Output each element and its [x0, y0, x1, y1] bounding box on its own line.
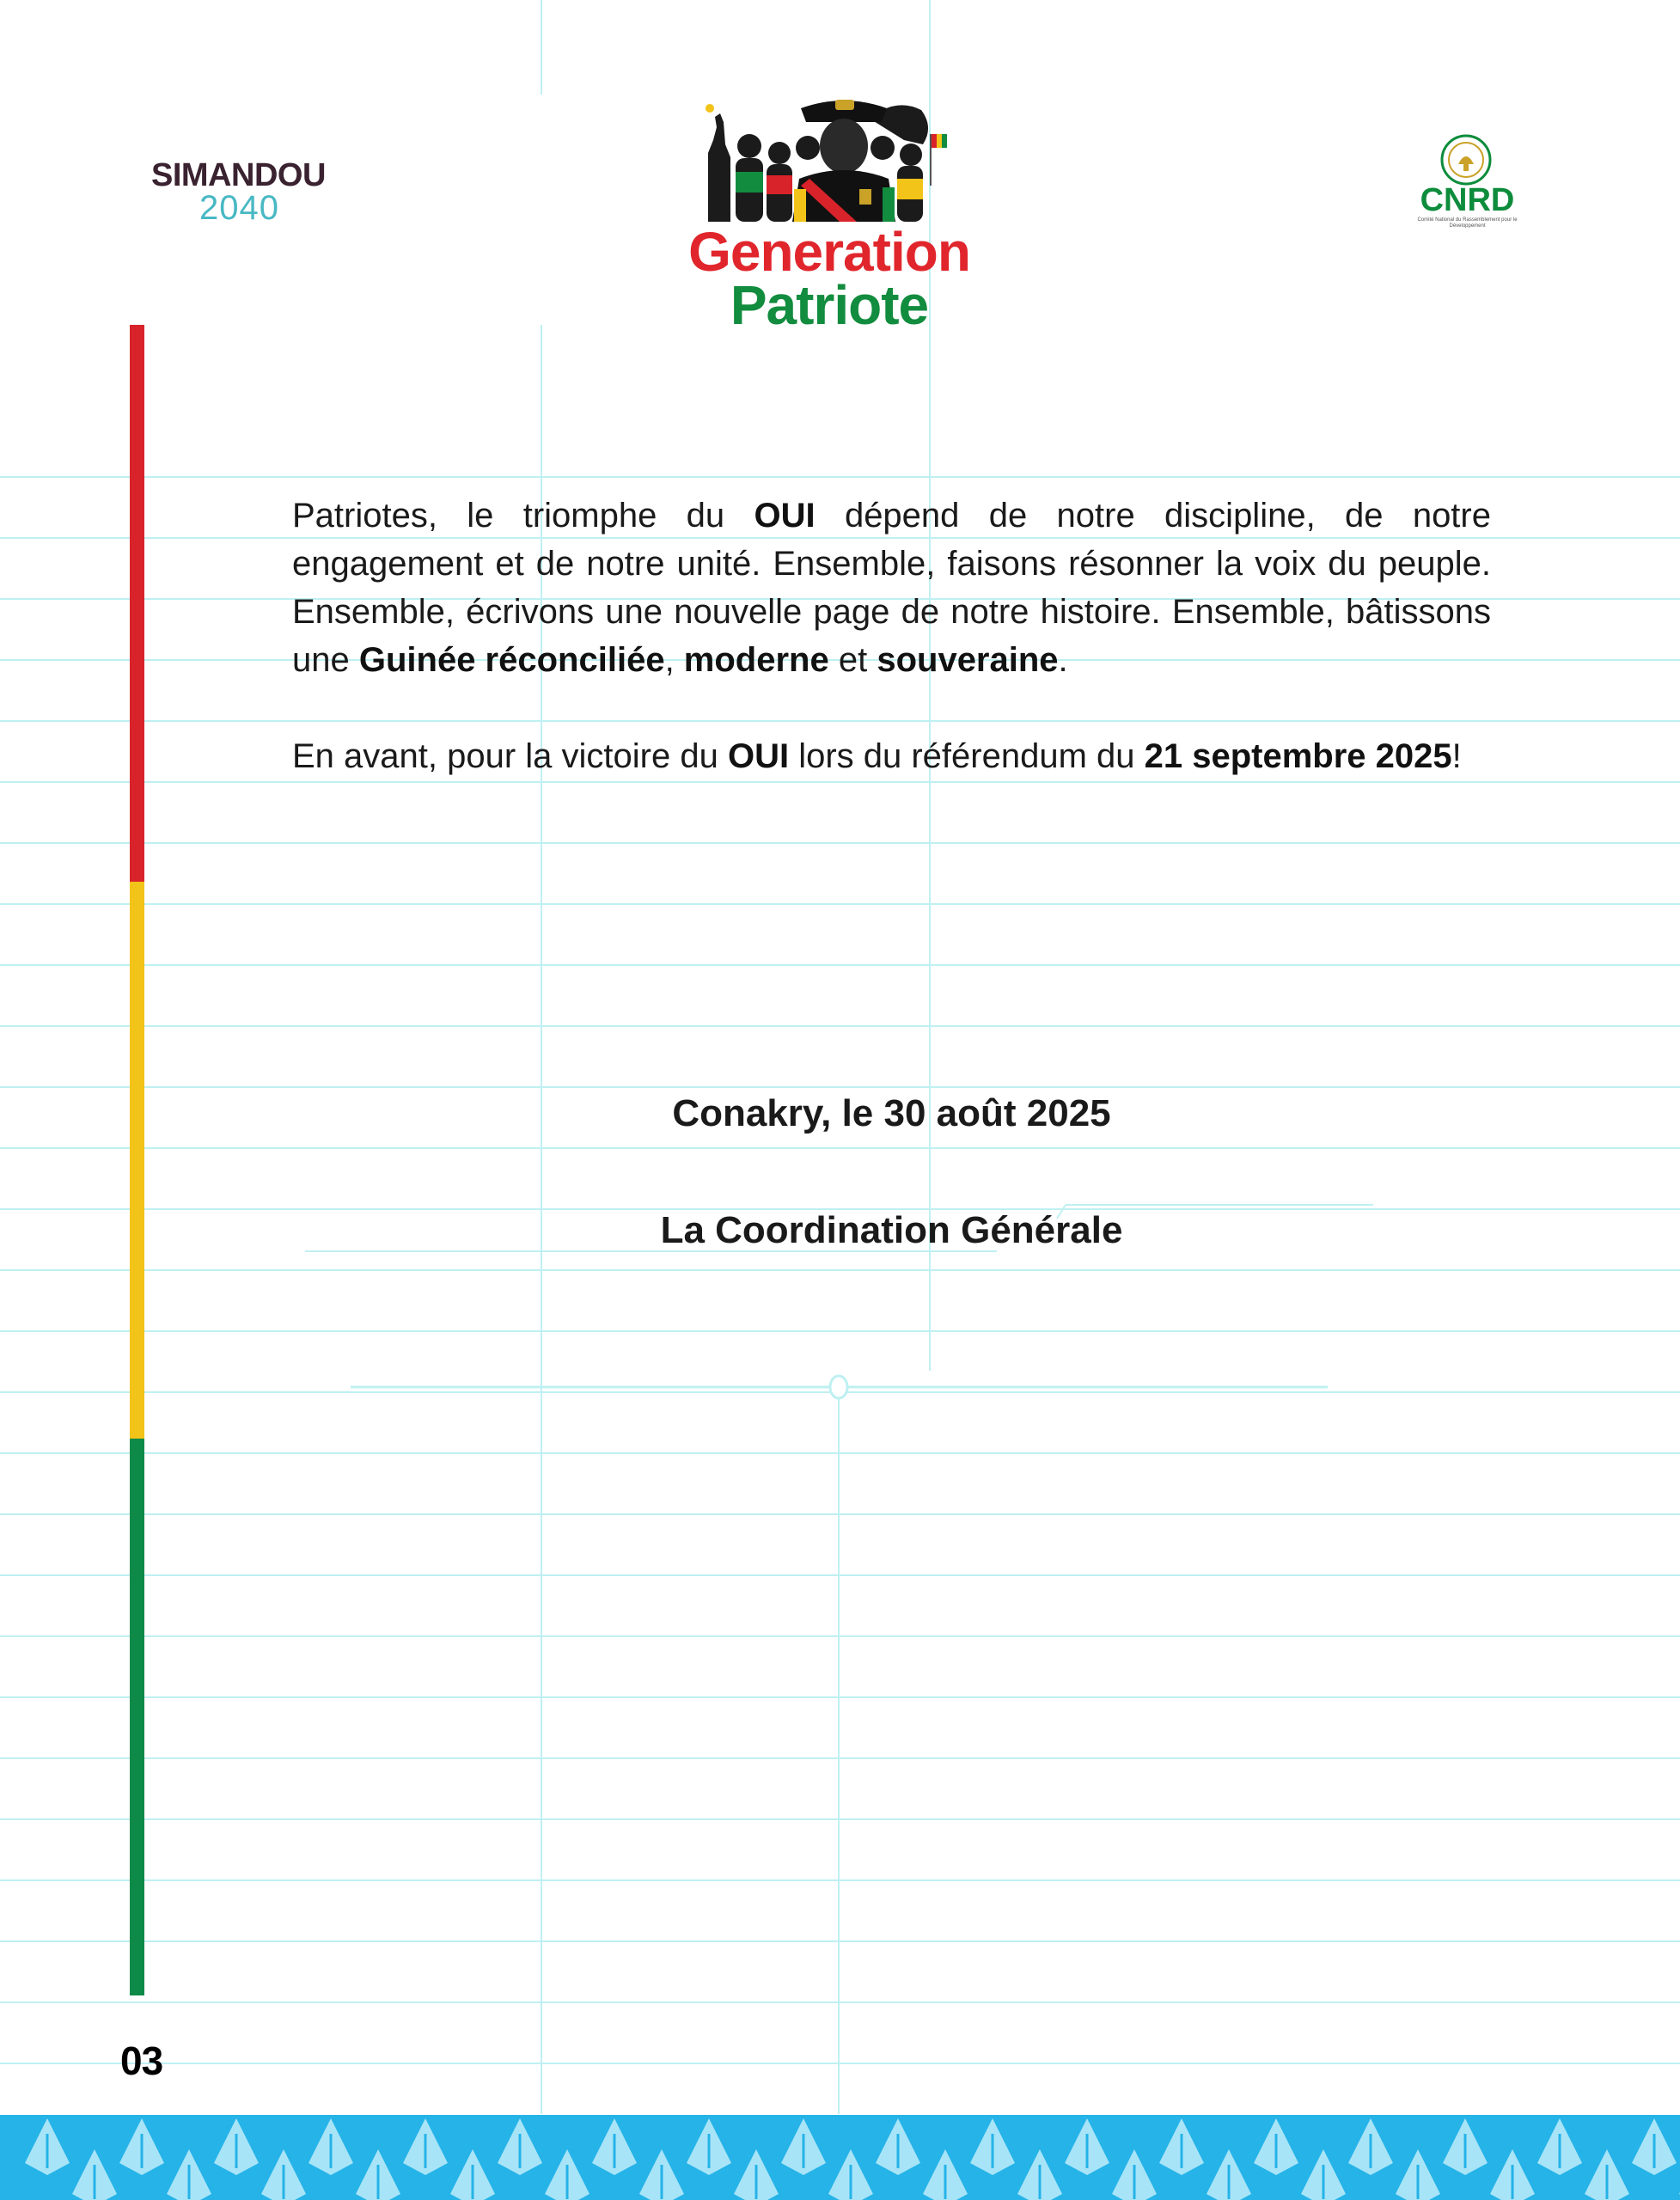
- generation-patriote-title-line2: Patriote: [730, 274, 929, 336]
- signatory: La Coordination Générale: [660, 1209, 1123, 1251]
- text-run: dépend de notre discipline, de notre engagement et de notre unité. Ensemble, faisons résonner la voix du peuple. Ensemble, écrivons une nouvelle page de notre histoire. Ensemble, bâtissons une: [292, 497, 1491, 679]
- bold-moderne: moderne: [683, 641, 829, 679]
- crowd-illustration-icon: [698, 93, 947, 222]
- cnrd-emblem-icon: [1439, 133, 1493, 186]
- place-and-date: Conakry, le 30 août 2025: [672, 1092, 1111, 1134]
- bold-oui: OUI: [754, 497, 816, 535]
- bold-oui: OUI: [727, 737, 790, 775]
- text-run: !: [1451, 737, 1462, 775]
- flag-stripe-yellow: [130, 882, 144, 1439]
- cnrd-tagline: Comité National du Rassemblement pour le Développement: [1417, 217, 1518, 229]
- text-run: En avant, pour la victoire du: [292, 737, 728, 775]
- cnrd-acronym: CNRD: [1420, 182, 1515, 218]
- text-run: .: [1058, 641, 1068, 679]
- page-number: 03: [120, 2038, 163, 2083]
- generation-patriote-title-line1: Generation: [688, 221, 970, 283]
- flag-stripe-green: [130, 1439, 144, 1995]
- text-run: et: [828, 641, 877, 679]
- simandou-logo-year: 2040: [199, 189, 279, 227]
- guinea-flag-stripe: [130, 325, 144, 1995]
- flag-stripe-red: [130, 325, 144, 882]
- bold-guinee-reconciliee: Guinée réconciliée: [358, 641, 665, 679]
- simandou-logo-name: SIMANDOU: [151, 157, 326, 193]
- text-run: Patriotes, le triomphe du: [292, 497, 754, 535]
- accent-ring: [830, 1376, 847, 1398]
- generation-patriote-logo: [687, 93, 980, 336]
- paragraph-call-to-unity: [292, 492, 1491, 684]
- paragraph-referendum: [292, 732, 1491, 780]
- cnrd-logo: [1414, 133, 1521, 232]
- text-run: lors du référendum du: [789, 737, 1145, 775]
- simandou-2040-logo: [151, 156, 357, 225]
- footer-pattern-band: [0, 2115, 1680, 2200]
- bold-souveraine: souveraine: [877, 641, 1059, 679]
- text-run: ,: [664, 641, 684, 679]
- bold-referendum-date: 21 septembre 2025: [1144, 737, 1452, 775]
- message-body: [292, 492, 1491, 780]
